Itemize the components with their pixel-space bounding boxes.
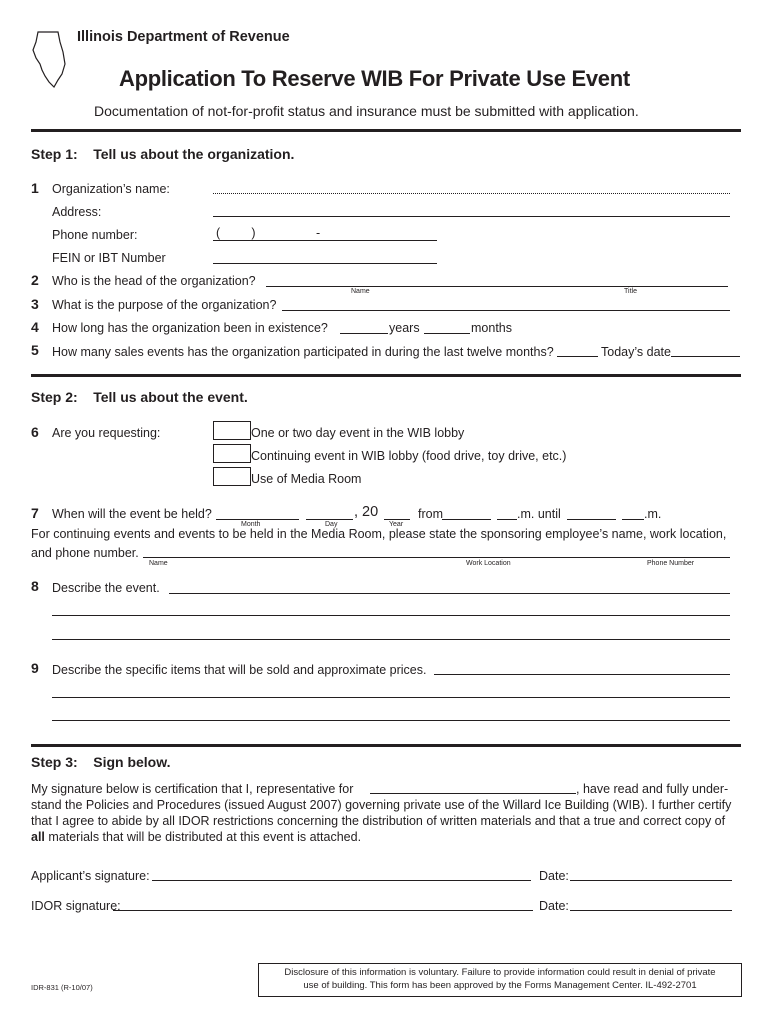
item-number: 2 — [31, 272, 39, 288]
item-number: 5 — [31, 342, 39, 358]
step3-heading: Step 3: Sign below. — [31, 754, 171, 770]
name-caption: Name — [149, 560, 168, 567]
certification-text: that I agree to abide by all IDOR restrictions concerning the distribution of written materials and that a true and correct copy of — [31, 814, 726, 828]
existence-label: How long has the organization been in existence? — [52, 321, 328, 335]
continuing-instructions: For continuing events and events to be held in the Media Room, please state the sponsoring employee’s name, work location, — [31, 527, 727, 541]
divider — [31, 129, 741, 132]
until-label: .m. until — [517, 507, 561, 521]
option-label: Use of Media Room — [251, 472, 362, 486]
todays-date-field[interactable] — [671, 356, 740, 357]
disclosure-box — [258, 963, 742, 997]
applicant-date-field[interactable] — [570, 880, 732, 881]
applicant-signature-field[interactable] — [152, 880, 531, 881]
all-emphasis: all — [31, 830, 45, 844]
certification-text: stand the Policies and Procedures (issued August 2007) governing private use of the Willard Ice Building (WIB). I further certify — [31, 798, 732, 812]
sponsor-field[interactable] — [143, 557, 730, 558]
items-sold-field[interactable] — [434, 674, 730, 675]
certification-text-end: materials that will be distributed at this event is attached. — [44, 830, 362, 844]
months-label: months — [471, 321, 512, 335]
address-label: Address: — [52, 205, 102, 219]
phone-label: Phone number: — [52, 228, 138, 242]
requesting-label: Are you requesting: — [52, 426, 161, 440]
fein-field[interactable] — [213, 263, 437, 264]
form-id: IDR-831 (R-10/07) — [31, 983, 93, 992]
describe-event-field[interactable] — [169, 593, 730, 594]
applicant-signature-label: Applicant’s signature: — [31, 869, 150, 883]
years-label: years — [389, 321, 420, 335]
agency-name: Illinois Department of Revenue — [77, 29, 290, 45]
sales-events-label: How many sales events has the organization participated in during the last twelve months? — [52, 345, 554, 359]
head-of-org-field[interactable] — [266, 286, 728, 287]
months-field[interactable] — [424, 333, 470, 334]
certification-text: , have read and fully under- — [576, 782, 729, 796]
year-field[interactable] — [384, 519, 410, 520]
address-field[interactable] — [213, 216, 730, 217]
continuing-instructions: and phone number. — [31, 546, 139, 560]
until-time-field[interactable] — [567, 519, 616, 520]
option-checkbox-continuing-event[interactable] — [213, 444, 251, 463]
until-ampm-field[interactable] — [622, 519, 644, 520]
idor-date-field[interactable] — [570, 910, 732, 911]
sales-events-field[interactable] — [557, 356, 598, 357]
illinois-state-logo — [30, 30, 70, 90]
title-caption: Title — [624, 288, 637, 295]
years-field[interactable] — [340, 333, 388, 334]
month-field[interactable] — [216, 519, 299, 520]
year-prefix: , 20 — [354, 504, 379, 520]
certification-text — [31, 830, 361, 844]
event-when-label: When will the event be held? — [52, 507, 212, 521]
item-number: 6 — [31, 424, 39, 440]
representative-field[interactable] — [370, 793, 576, 794]
describe-event-field[interactable] — [52, 639, 730, 640]
item-number: 9 — [31, 660, 39, 676]
item-number: 3 — [31, 296, 39, 312]
option-label: Continuing event in WIB lobby (food drive, toy drive, etc.) — [251, 449, 567, 463]
option-checkbox-lobby-event[interactable] — [213, 421, 251, 440]
items-sold-field[interactable] — [52, 697, 730, 698]
disclosure-text: use of building. This form has been approved by the Forms Management Center. IL-492-2701 — [303, 980, 697, 991]
work-location-caption: Work Location — [466, 560, 511, 567]
year-caption: Year — [389, 521, 404, 528]
from-time-field[interactable] — [442, 519, 491, 520]
disclosure-text: Disclosure of this information is voluntary. Failure to provide information could result in denial of private — [284, 967, 716, 978]
item-number: 7 — [31, 505, 39, 521]
divider — [31, 744, 741, 747]
form-subtitle: Documentation of not-for-profit status and insurance must be submitted with application. — [94, 103, 639, 119]
certification-text: My signature below is certification that I, representative for — [31, 782, 354, 796]
purpose-field[interactable] — [282, 310, 730, 311]
applicant-date-label: Date: — [539, 869, 569, 883]
describe-event-label: Describe the event. — [52, 581, 160, 595]
step1-heading: Step 1: Tell us about the organization. — [31, 146, 295, 162]
day-field[interactable] — [306, 519, 353, 520]
fein-label: FEIN or IBT Number — [52, 251, 166, 265]
org-name-label: Organization’s name: — [52, 182, 170, 196]
head-of-org-label: Who is the head of the organization? — [52, 274, 256, 288]
idor-date-label: Date: — [539, 899, 569, 913]
idor-signature-field[interactable] — [113, 910, 533, 911]
item-number: 8 — [31, 578, 39, 594]
m-label: .m. — [644, 507, 662, 521]
idor-signature-label: IDOR signature: — [31, 899, 121, 913]
org-name-field[interactable] — [213, 193, 730, 194]
phone-number-caption: Phone Number — [647, 560, 695, 567]
day-caption: Day — [325, 521, 338, 528]
from-ampm-field[interactable] — [497, 519, 517, 520]
from-label: from — [418, 507, 443, 521]
option-checkbox-media-room[interactable] — [213, 467, 251, 486]
month-caption: Month — [241, 521, 261, 528]
item-number: 4 — [31, 319, 39, 335]
items-sold-field[interactable] — [52, 720, 730, 721]
describe-event-field[interactable] — [52, 615, 730, 616]
purpose-label: What is the purpose of the organization? — [52, 298, 277, 312]
phone-area-parens: ( ) — [216, 226, 256, 240]
option-label: One or two day event in the WIB lobby — [251, 426, 465, 440]
phone-dash: - — [316, 226, 321, 240]
name-caption: Name — [351, 288, 370, 295]
divider — [31, 374, 741, 377]
form-title: Application To Reserve WIB For Private Use Event — [119, 66, 630, 91]
item-number: 1 — [31, 180, 39, 196]
phone-field[interactable] — [213, 240, 437, 241]
items-sold-label: Describe the specific items that will be sold and approximate prices. — [52, 663, 427, 677]
step2-heading: Step 2: Tell us about the event. — [31, 389, 248, 405]
todays-date-label: Today’s date — [601, 345, 671, 359]
